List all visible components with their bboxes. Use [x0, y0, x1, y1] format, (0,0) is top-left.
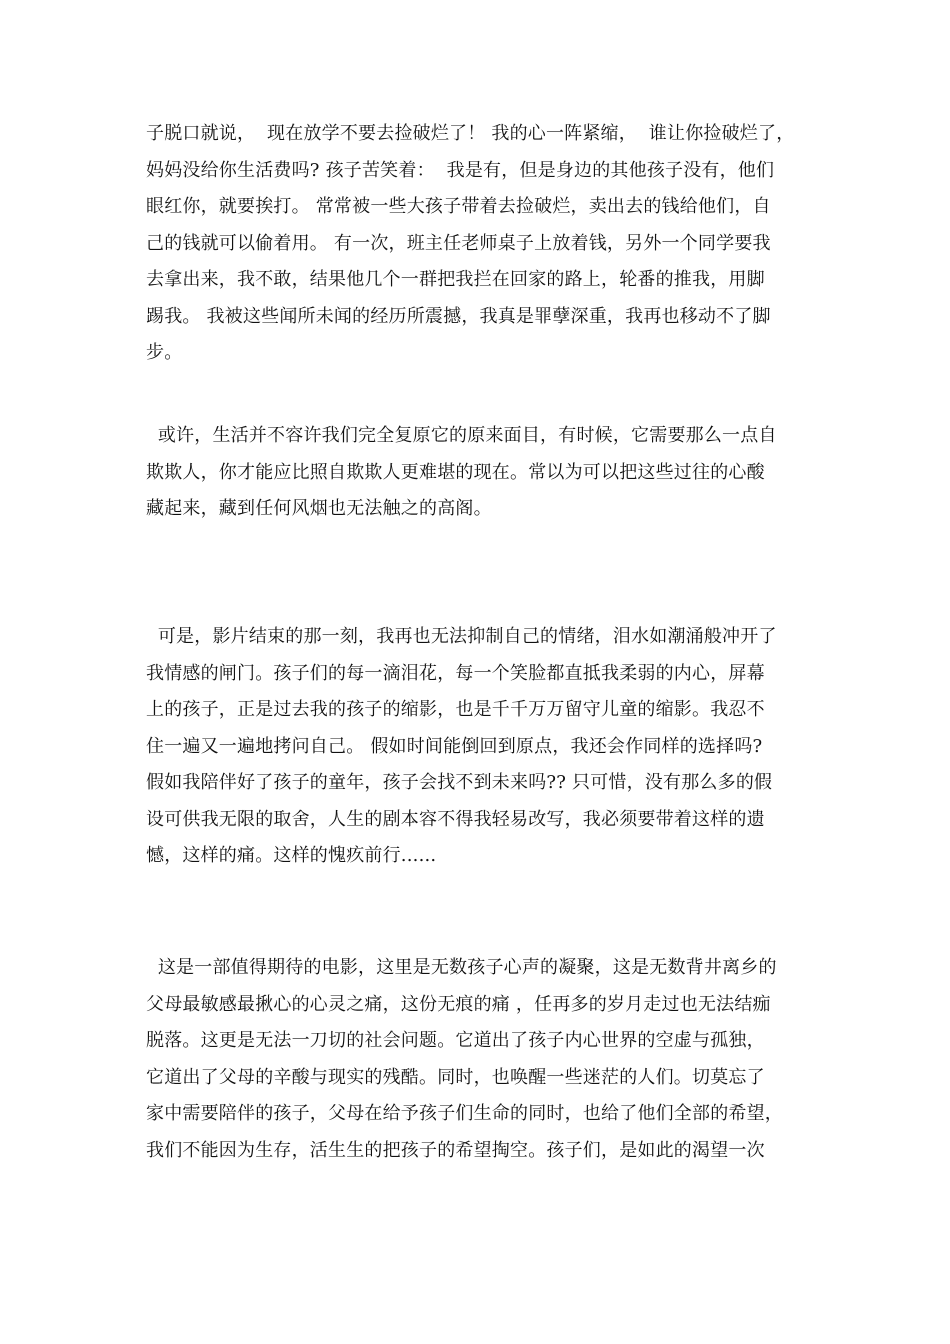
paragraph-line: 可是，影片结束的那一刻，我再也无法抑制自己的情绪，泪水如潮涌般冲开了: [146, 626, 777, 647]
paragraph-4: [146, 950, 814, 1169]
paragraph-line: 己的钱就可以偷着用。 有一次，班主任老师桌子上放着钱，另外一个同学要我: [146, 232, 771, 254]
paragraph-line: 或许，生活并不容许我们完全复原它的原来面目，有时候，它需要那么一点自: [146, 425, 777, 446]
paragraph-line: 去拿出来，我不敢，结果他几个一群把我拦在回家的路上，轮番的推我，用脚: [146, 269, 765, 290]
paragraph-1: [146, 116, 814, 372]
paragraph-3: [146, 619, 814, 875]
paragraph-line: 我们不能因为生存，活生生的把孩子的希望掏空。孩子们，是如此的渴望一次: [146, 1139, 765, 1161]
paragraph-line: 欺欺人，你才能应比照自欺欺人更难堪的现在。常以为可以把这些过往的心酸: [146, 461, 765, 483]
paragraph-2: [146, 418, 814, 528]
paragraph-line: 妈妈没给你生活费吗? 孩子苦笑着： 我是有，但是身边的其他孩子没有，他们: [146, 159, 775, 181]
paragraph-line: 眼红你，就要挨打。 常常被一些大孩子带着去捡破烂，卖出去的钱给他们，自: [146, 196, 771, 217]
paragraph-line: 我情感的闸门。孩子们的每一滴泪花，每一个笑脸都直抵我柔弱的内心，屏幕: [146, 662, 765, 684]
paragraph-line: 子脱口就说， 现在放学不要去捡破烂了！ 我的心一阵紧缩， 谁让你捡破烂了，: [146, 123, 795, 144]
paragraph-line: 藏起来，藏到任何风烟也无法触之的高阁。: [146, 498, 492, 519]
paragraph-line: 假如我陪伴好了孩子的童年，孩子会找不到未来吗?? 只可惜，没有那么多的假: [146, 772, 773, 793]
paragraph-line: 踢我。 我被这些闻所未闻的经历所震撼，我真是罪孽深重，我再也移动不了脚: [146, 305, 771, 327]
paragraph-line: 步。: [146, 342, 183, 363]
paragraph-line: 它道出了父母的辛酸与现实的残酷。同时，也唤醒一些迷茫的人们。切莫忘了: [146, 1066, 765, 1088]
paragraph-line: 住一遍又一遍地拷问自己。 假如时间能倒回到原点，我还会作同样的选择吗?: [146, 735, 763, 757]
paragraph-line: 这是一部值得期待的电影，这里是无数孩子心声的凝聚，这是无数背井离乡的: [146, 957, 777, 978]
paragraph-line: 憾，这样的痛。这样的愧疚前行......: [146, 845, 437, 866]
paragraph-line: 家中需要陪伴的孩子，父母在给予孩子们生命的同时，也给了他们全部的希望，: [146, 1103, 783, 1124]
paragraph-line: 上的孩子，正是过去我的孩子的缩影，也是千千万万留守儿童的缩影。我忍不: [146, 699, 765, 720]
paragraph-line: 父母最敏感最揪心的心灵之痛，这份无痕的痛 ，任再多的岁月走过也无法结痂: [146, 993, 771, 1015]
paragraph-line: 脱落。这更是无法一刀切的社会问题。它道出了孩子内心世界的空虚与孤独，: [146, 1030, 765, 1051]
paragraph-line: 设可供我无限的取舍，人生的剧本容不得我轻易改写，我必须要带着这样的遗: [146, 808, 765, 830]
